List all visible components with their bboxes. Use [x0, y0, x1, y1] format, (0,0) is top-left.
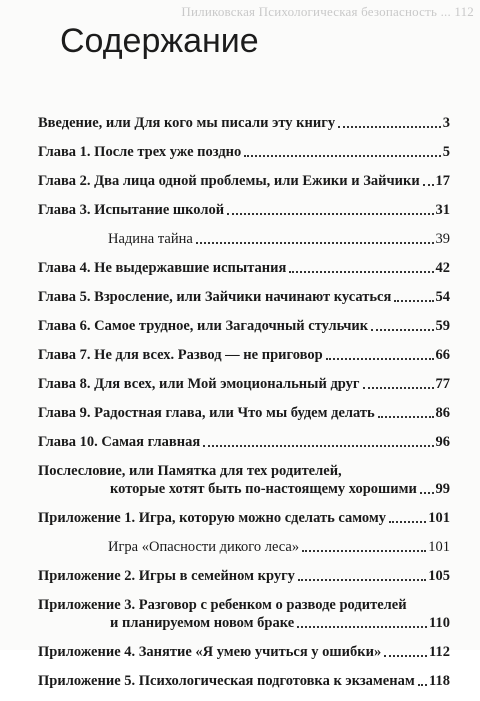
dot-leader	[384, 655, 427, 657]
toc-entry-text: Глава 3. Испытание школой	[38, 202, 225, 218]
page-title: Содержание	[60, 22, 259, 60]
toc-page-number: 77	[435, 376, 450, 392]
toc-entry-introduction	[38, 114, 450, 132]
dot-leader	[371, 329, 433, 331]
toc-entry-chapter-3	[38, 201, 450, 219]
toc-page-number: 86	[435, 405, 450, 421]
dot-leader	[394, 300, 433, 302]
toc-page-number: 66	[435, 347, 450, 363]
toc-entry-text: и планируемом новом браке	[110, 615, 295, 631]
dot-leader	[289, 271, 433, 273]
toc-page-number: 101	[428, 539, 450, 555]
toc-entry-chapter-2	[38, 172, 450, 190]
toc-entry-afterword	[38, 462, 450, 498]
toc-entry-text: Глава 7. Не для всех. Развод — не приговор	[38, 347, 323, 363]
toc-page-number: 5	[442, 144, 450, 160]
toc-page-number: 17	[435, 173, 450, 189]
toc-entry-continuation	[38, 480, 450, 498]
dot-leader	[338, 126, 441, 128]
toc-entry-chapter-7	[38, 346, 450, 364]
toc-entry-chapter-4	[38, 259, 450, 277]
toc-entry-appendix-2	[38, 567, 450, 585]
dot-leader	[326, 358, 434, 360]
toc-page-number: 99	[435, 481, 450, 497]
toc-page-number: 96	[435, 434, 450, 450]
table-of-contents	[38, 114, 450, 701]
toc-page-number: 110	[429, 615, 450, 631]
toc-entry-appendix-1	[38, 509, 450, 527]
dot-leader	[203, 445, 433, 447]
toc-entry-text: Приложение 1. Игра, которую можно сделать самому	[38, 510, 387, 526]
toc-page-number: 39	[435, 231, 450, 247]
toc-entry-text: Послесловие, или Памятка для тех родителей,	[38, 463, 342, 479]
toc-page-number: 3	[442, 115, 450, 131]
dot-leader	[418, 684, 427, 686]
dot-leader	[302, 550, 426, 552]
toc-page-number: 54	[435, 289, 450, 305]
toc-entry-appendix-5	[38, 672, 450, 690]
toc-entry-text: Приложение 5. Психологическая подготовка к экзаменам	[38, 673, 415, 689]
toc-entry-continuation	[38, 614, 450, 632]
toc-entry-text: Приложение 3. Разговор с ребенком о разводе родителей	[38, 597, 407, 613]
toc-entry-chapter-6	[38, 317, 450, 335]
toc-entry-appendix-3	[38, 596, 450, 632]
toc-entry-text: Глава 2. Два лица одной проблемы, или Ежики и Зайчики	[38, 173, 420, 189]
toc-entry-text: Глава 1. После трех уже поздно	[38, 144, 242, 160]
toc-entry-text: Приложение 2. Игры в семейном кругу	[38, 568, 295, 584]
bleed-through-header: Пиликовская Психологическая безопасность ... 112	[181, 4, 474, 19]
toc-entry-chapter-1	[38, 143, 450, 161]
toc-page-number: 112	[429, 644, 450, 660]
toc-entry-text: которые хотят быть по-настоящему хорошими	[110, 481, 417, 497]
toc-entry-text: Глава 9. Радостная глава, или Что мы будем делать	[38, 405, 375, 421]
dot-leader	[244, 155, 440, 157]
toc-page-number: 105	[428, 568, 450, 584]
toc-entry-chapter-8	[38, 375, 450, 393]
toc-entry-chapter-9	[38, 404, 450, 422]
toc-entry-text: Глава 10. Самая главная	[38, 434, 201, 450]
toc-entry-text: Приложение 4. Занятие «Я умею учиться у ошибки»	[38, 644, 382, 660]
toc-entry-subsection	[38, 230, 450, 248]
toc-entry-text: Введение, или Для кого мы писали эту книгу	[38, 115, 336, 131]
toc-entry-text: Глава 5. Взросление, или Зайчики начинают кусаться	[38, 289, 392, 305]
toc-page-number: 42	[435, 260, 450, 276]
toc-entry-text: Игра «Опасности дикого леса»	[108, 539, 300, 555]
toc-entry-text: Глава 4. Не выдержавшие испытания	[38, 260, 287, 276]
toc-page-number: 101	[428, 510, 450, 526]
toc-page-number: 59	[435, 318, 450, 334]
toc-entry-chapter-5	[38, 288, 450, 306]
dot-leader	[420, 492, 434, 494]
dot-leader	[389, 521, 426, 523]
toc-entry-text: Глава 8. Для всех, или Мой эмоциональный друг	[38, 376, 360, 392]
toc-entry-text: Глава 6. Самое трудное, или Загадочный стульчик	[38, 318, 369, 334]
toc-page-number: 118	[429, 673, 450, 689]
dot-leader	[196, 242, 434, 244]
dot-leader	[298, 579, 426, 581]
dot-leader	[227, 213, 433, 215]
toc-entry-appendix-4	[38, 643, 450, 661]
toc-entry-text: Надина тайна	[108, 231, 193, 247]
dot-leader	[378, 416, 434, 418]
toc-entry-subsection	[38, 538, 450, 556]
toc-page-number: 31	[435, 202, 450, 218]
dot-leader	[297, 626, 427, 628]
dot-leader	[363, 387, 434, 389]
dot-leader	[423, 184, 434, 186]
toc-entry-chapter-10	[38, 433, 450, 451]
